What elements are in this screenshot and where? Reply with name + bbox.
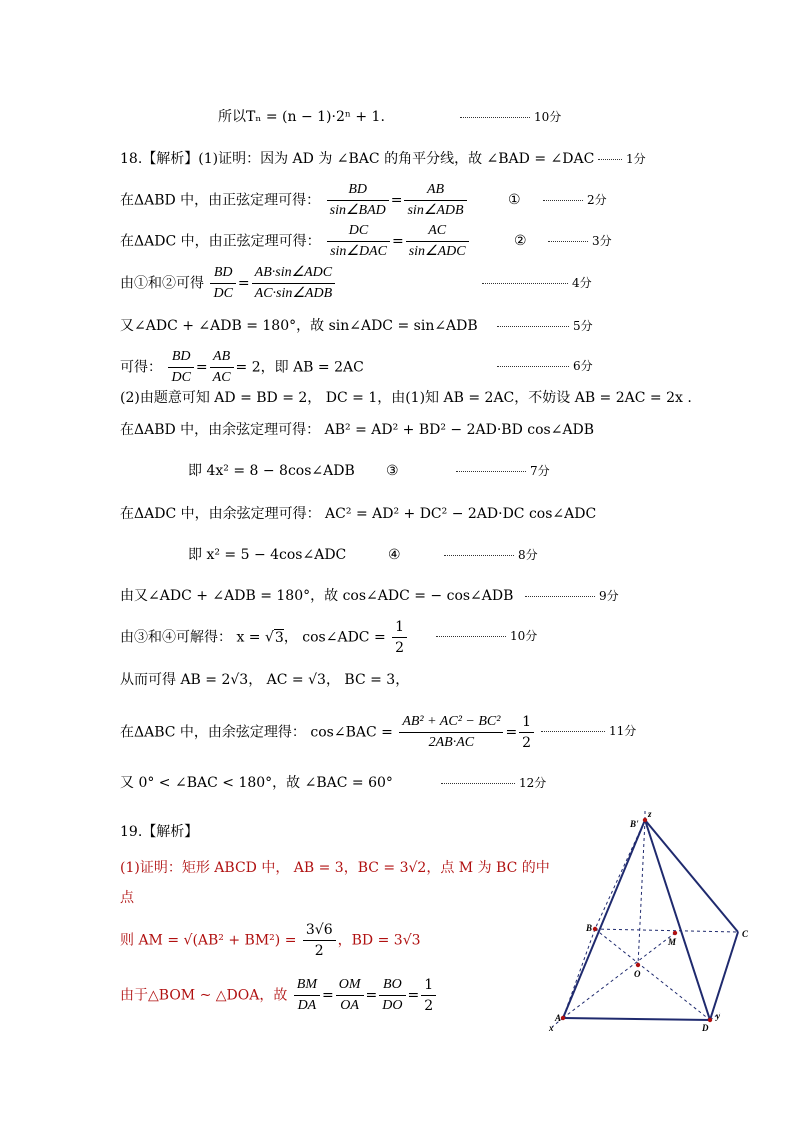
edge-b-a <box>563 929 595 1018</box>
q18-side-lengths: 从而可得 AB = 2√3， AC = √3， BC = 3， <box>120 672 410 688</box>
score-1: 1分 <box>598 149 646 169</box>
label-x: x <box>549 1023 554 1033</box>
q18-part2-setup: (2)由题意可知 AD = BD = 2， DC = 1，由(1)知 AB = 2AC，不妨设 AB = 2AC = 2x . <box>120 390 692 406</box>
label-c: C <box>742 929 749 939</box>
point-o <box>636 963 640 967</box>
score-2: 2分 <box>543 190 607 210</box>
score-9: 9分 <box>525 586 619 606</box>
point-bp <box>643 818 647 822</box>
q18-sine-adc: 在ΔADC 中，由正弦定理可得： $\frac{DC}{\text{sin∠DAC}}$ = $\frac{AC}{\text{sin∠ADC}}$ <box>120 221 471 262</box>
q19-line1: (1)证明：矩形 ABCD 中， AB = 3，BC = 3√2，点 M 为 BC 的中 <box>120 860 550 876</box>
label-o: O <box>634 969 641 979</box>
score-4: 4分 <box>482 273 592 293</box>
point-a <box>561 1016 565 1020</box>
q18-ratio: 由①和②可得 $\frac{BD}{DC}$ = $\frac{\text{AB·sin∠ADC}}{\text{AC·sin∠ADB}}$ <box>120 263 337 304</box>
score-11: 11分 <box>541 721 636 741</box>
q18-supplementary: 又∠ADC + ∠ADB = 180°，故 sin∠ADC = sin∠ADB <box>120 318 478 334</box>
score-10: 10分 <box>436 626 537 646</box>
score-12: 12分 <box>441 773 546 793</box>
label-bp: B' <box>630 819 639 829</box>
q18-eq3: 即 4x² = 8 − 8cos∠ADB <box>188 463 355 479</box>
edge-bp-c <box>645 820 738 932</box>
score-7: 7分 <box>456 461 550 481</box>
tn-result-line: 所以Tₙ = (n − 1)·2ⁿ + 1. <box>218 109 385 125</box>
label-z: z <box>648 809 652 819</box>
edge-bp-o <box>638 820 645 965</box>
mark-4: ④ <box>388 547 401 563</box>
q18-sine-abd: 在ΔABD 中，由正弦定理可得： $\frac{BD}{\text{sin∠BAD}}$ = $\frac{AB}{\text{sin∠ADB}}$ <box>120 180 469 221</box>
point-m <box>673 931 677 935</box>
label-d: D <box>702 1023 709 1033</box>
pyramid-figure <box>548 805 768 1035</box>
q18-eq4: 即 x² = 5 − 4cos∠ADC <box>188 547 347 563</box>
q19-title: 19.【解析】 <box>120 824 199 840</box>
diag-b-d <box>595 929 710 1020</box>
label-m: M <box>668 937 677 947</box>
score-8: 8分 <box>444 545 538 565</box>
q18-cos-relation: 由又∠ADC + ∠ADB = 180°，故 cos∠ADC = − cos∠ADB <box>120 588 514 604</box>
edge-a-d <box>563 1018 710 1020</box>
edge-b-c <box>595 929 738 932</box>
label-b: B <box>586 923 593 933</box>
q18-solve: 由③和④可解得： x = √3， cos∠ADC = $\frac{1}{2}$ <box>120 617 409 658</box>
score-3: 3分 <box>548 231 612 251</box>
q18-ratio-2: 可得： $\frac{BD}{DC}$ = $\frac{AB}{AC}$ = 2，即 AB = 2AC <box>120 349 364 385</box>
q19-am: 则 AM = √(AB² + BM²) = $\frac{3√6}{2}$ ，BD = 3√3 <box>120 922 421 959</box>
q19-similar: 由于△BOM ~ △DOA，故 $\frac{BM}{DA}$ = $\frac{OM}{OA}$ = $\frac{BO}{DO}$ = $\frac{1}{2}$ <box>120 975 438 1016</box>
mark-3: ③ <box>386 463 399 479</box>
label-y: y <box>716 1011 720 1021</box>
label-a: A <box>555 1013 562 1023</box>
mark-1: ① <box>508 192 521 208</box>
point-b <box>593 927 597 931</box>
q19-line1b: 点 <box>120 890 134 906</box>
score-6: 6分 <box>497 356 593 376</box>
edge-d-c <box>710 932 738 1020</box>
q18-cosine-abd: 在ΔABD 中，由余弦定理可得： AB² = AD² + BD² − 2AD·BD cos∠ADB <box>120 422 595 438</box>
score-5: 5分 <box>497 316 593 336</box>
q18-conclusion: 又 0° < ∠BAC < 180°，故 ∠BAC = 60° <box>120 775 393 791</box>
q18-cosine-adc: 在ΔADC 中，由余弦定理可得： AC² = AD² + DC² − 2AD·DC cos∠ADC <box>120 506 597 522</box>
point-d <box>708 1018 712 1022</box>
edge-bp-d <box>645 820 710 1020</box>
q18-cos-bac: 在ΔABC 中，由余弦定理得： cos∠BAC = $\frac{\text{AB² + AC² − BC²}}{2AB\cdot AC}$ = $\frac{1}{2}$ <box>120 712 536 753</box>
mark-2: ② <box>514 233 527 249</box>
edge-bp-a <box>563 820 645 1018</box>
q18-title: 18.【解析】(1)证明：因为 AD 为 ∠BAC 的角平分线，故 ∠BAD = ∠DAC <box>120 151 595 167</box>
score-10-a: 10分 <box>460 107 561 127</box>
